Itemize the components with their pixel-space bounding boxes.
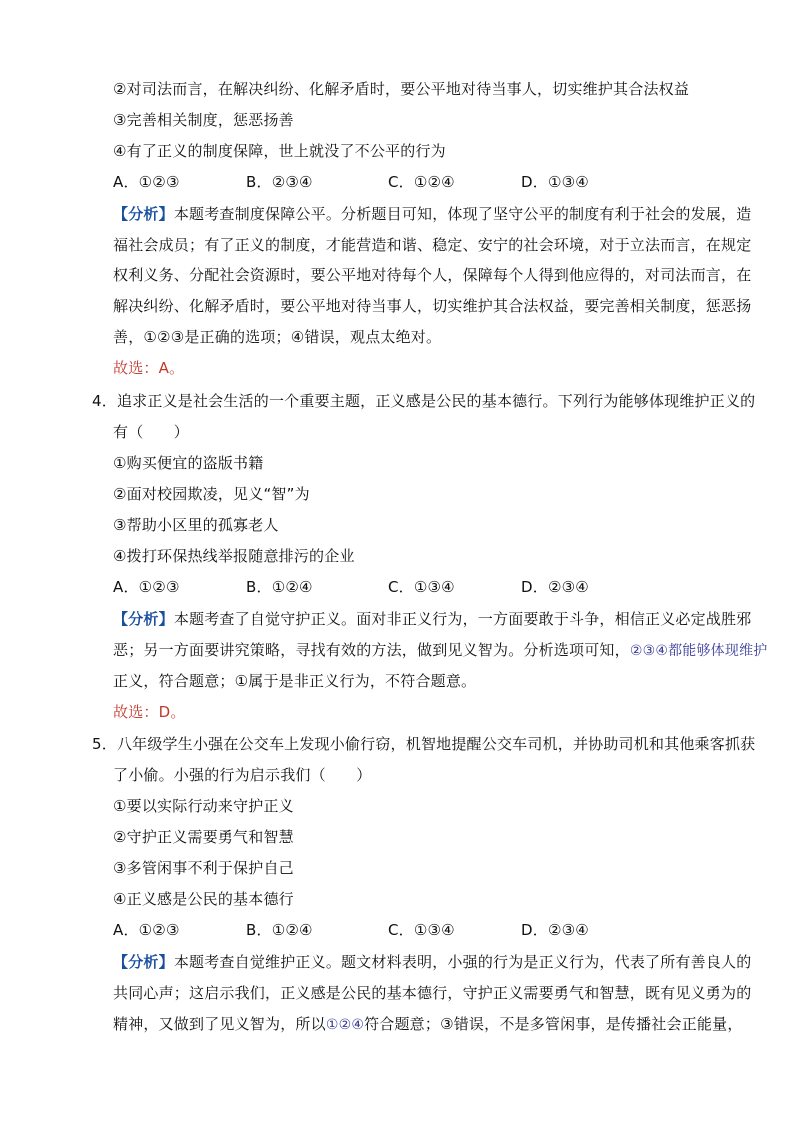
q5-option-d: D．②③④	[521, 921, 589, 939]
q3-analysis-line-3: 权利义务、分配社会资源时，要公平地对待每个人，保障每个人得到他应得的，对司法而言，在	[113, 266, 752, 284]
q3-option-b: B．②③④	[246, 173, 313, 191]
q4-analysis-line-2	[113, 640, 767, 661]
q5-analysis-label: 【分析】	[113, 953, 174, 971]
q5-analysis-text-1: 本题考查自觉维护正义。题文材料表明，小强的行为是正义行为，代表了所有善良人的	[173, 953, 752, 971]
q4-stem-line-1: 4．追求正义是社会生活的一个重要主题，正义感是公民的基本德行。下列行为能够体现维护正义的	[92, 392, 756, 410]
q3-option-c: C．①②④	[388, 173, 455, 191]
q3-item-4: ④有了正义的制度保障，世上就没了不公平的行为	[113, 142, 446, 160]
q4-option-a: A．①②③	[113, 578, 180, 596]
q3-item-3: ③完善相关制度，惩恶扬善	[113, 111, 294, 129]
q4-item-2: ②面对校园欺凌，见义“智”为	[113, 485, 310, 503]
q5-analysis-text-3c: 符合题意；③错误，不是多管闲事，是传播社会正能量，	[364, 1015, 743, 1033]
q3-option-a: A．①②③	[113, 173, 180, 191]
q5-item-3: ③多管闲事不利于保护自己	[113, 859, 294, 877]
q4-option-d: D．②③④	[521, 578, 589, 596]
q4-item-1: ①购买便宜的盗版书籍	[113, 454, 264, 472]
q5-item-1: ①要以实际行动来守护正义	[113, 797, 294, 815]
q4-option-b: B．①②④	[246, 578, 313, 596]
q4-option-c: C．①③④	[388, 578, 455, 596]
q5-item-4: ④正义感是公民的基本德行	[113, 890, 294, 908]
q5-analysis-text-3a: 精神，又做到了见义智为，所以	[113, 1015, 326, 1033]
q4-analysis-text-2a: 恶；另一方面要讲究策略，寻找有效的方法，做到见义智为。分析选项可知，	[113, 641, 630, 659]
q3-analysis-line-4: 解决纠纷、化解矛盾时，要公平地对待当事人，切实维护其合法权益，要完善相关制度，惩恶扬	[113, 297, 752, 315]
q5-stem-line-2: 了小偷。小强的行为启示我们（ ）	[113, 766, 372, 784]
q5-option-a: A．①②③	[113, 921, 180, 939]
q4-answer: 故选：D。	[113, 703, 186, 721]
q3-analysis-label: 【分析】	[113, 205, 174, 223]
q4-analysis-label: 【分析】	[113, 610, 174, 628]
q5-option-c: C．①③④	[388, 921, 455, 939]
q5-analysis-line-2: 共同心声；这启示我们，正义感是公民的基本德行，守护正义需要勇气和智慧，既有见义勇为的	[113, 984, 752, 1002]
q3-analysis-line-5: 善，①②③是正确的选项；④错误，观点太绝对。	[113, 328, 442, 346]
q5-analysis-line-3	[113, 1014, 743, 1035]
q3-item-2: ②对司法而言，在解决纠纷、化解矛盾时，要公平地对待当事人，切实维护其合法权益	[113, 80, 690, 98]
q5-analysis-text-3b: ①②④	[325, 1017, 365, 1033]
q4-item-3: ③帮助小区里的孤寡老人	[113, 516, 279, 534]
q4-item-4: ④拨打环保热线举报随意排污的企业	[113, 547, 355, 565]
q4-stem-line-2: 有（ ）	[113, 423, 190, 441]
q4-analysis-line-1	[113, 609, 751, 629]
q5-stem-line-1: 5．八年级学生小强在公交车上发现小偷行窃，机智地提醒公交车司机，并协助司机和其他乘客抓获	[92, 735, 756, 753]
q3-option-d: D．①③④	[521, 173, 589, 191]
q5-analysis-line-1	[113, 952, 751, 972]
q4-analysis-text-1: 本题考查了自觉守护正义。面对非正义行为，一方面要敢于斗争，相信正义必定战胜邪	[173, 610, 752, 628]
q3-answer: 故选：A。	[113, 359, 185, 377]
q5-option-b: B．①②④	[246, 921, 313, 939]
q4-analysis-text-2b: ②③④都能够体现维护	[629, 643, 768, 659]
q4-analysis-line-3: 正义，符合题意；①属于是非正义行为，不符合题意。	[113, 672, 477, 690]
q3-analysis-line-1	[113, 204, 751, 224]
q3-analysis-text-1: 本题考查制度保障公平。分析题目可知，体现了坚守公平的制度有利于社会的发展，造	[173, 205, 752, 223]
q3-analysis-line-2: 福社会成员；有了正义的制度，才能营造和谐、稳定、安宁的社会环境，对于立法而言，在规定	[113, 236, 752, 254]
q5-item-2: ②守护正义需要勇气和智慧	[113, 828, 294, 846]
